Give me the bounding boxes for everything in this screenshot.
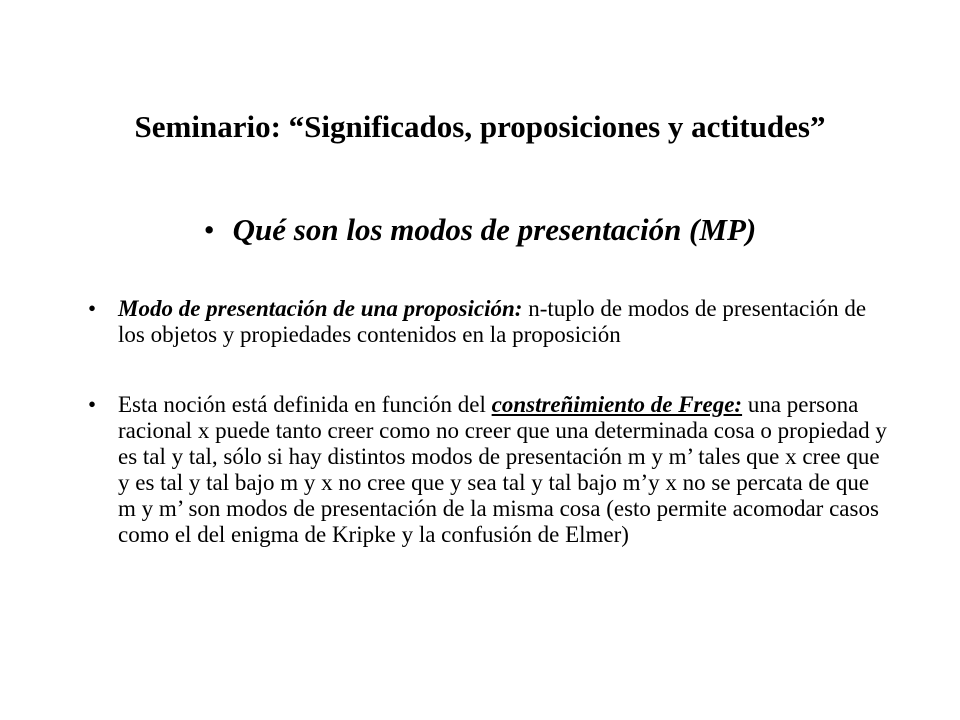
bullet-item (88, 296, 888, 348)
bullet-icon: • (203, 212, 215, 247)
bullet-text: n-tuplo de modos de presentación de los objetos y propiedades contenidos en la proposición (118, 296, 867, 347)
bullet-term: constreñimiento de Frege: (491, 392, 743, 417)
bullet-text-after: una persona racional x puede tanto creer como no creer que una determinada cosa o propiedad y es tal y tal, sólo si hay distintos modos de presentación m y m’ tales que x cree que y es tal y tal bajo m y x no cree que y sea tal y tal bajo m’y x no se percata de que m y m’ son modos de presentación de la misma cosa (esto permite acomodar casos como el del enigma de Kripke y la confusión de Elmer) (118, 392, 887, 547)
subheading-text: Qué son los modos de presentación (MP) (232, 212, 757, 247)
bullet-term: Modo de presentación de una proposición: (118, 296, 523, 321)
bullet-item (88, 392, 888, 548)
bullet-icon: • (88, 392, 97, 417)
subheading (0, 211, 960, 248)
bullet-text-before: Esta noción está definida en función del (118, 392, 492, 417)
slide-title: Seminario: “Significados, proposiciones y actitudes” (134, 109, 826, 144)
bullet-list (88, 296, 888, 548)
bullet-icon: • (88, 296, 97, 321)
